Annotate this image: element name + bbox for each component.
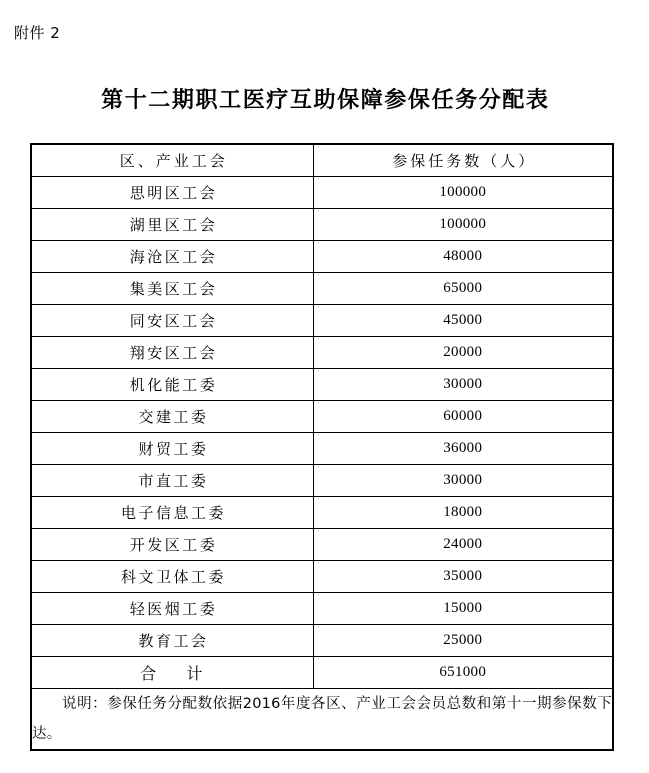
cell-quota-value: 36000 (313, 433, 613, 465)
cell-union-name: 思明区工会 (31, 177, 313, 209)
table-row (31, 561, 613, 593)
cell-union-name: 翔安区工会 (31, 337, 313, 369)
cell-quota-value: 60000 (313, 401, 613, 433)
cell-quota-value: 30000 (313, 369, 613, 401)
page-title: 第十二期职工医疗互助保障参保任务分配表 (101, 88, 550, 113)
cell-union-name: 集美区工会 (31, 273, 313, 305)
table-row (31, 177, 613, 209)
table-body (31, 144, 613, 750)
table-row (31, 465, 613, 497)
cell-union-name: 财贸工委 (31, 433, 313, 465)
cell-quota-value: 30000 (313, 465, 613, 497)
cell-union-name: 科文卫体工委 (31, 561, 313, 593)
table-row (31, 369, 613, 401)
cell-union-name: 教育工会 (31, 625, 313, 657)
table-header-row (31, 144, 613, 177)
table-row (31, 593, 613, 625)
cell-quota-value: 45000 (313, 305, 613, 337)
column-header-quota: 参保任务数（人） (313, 144, 613, 177)
table-row (31, 273, 613, 305)
table-note-text: 说明：参保任务分配数依据2016年度各区、产业工会会员总数和第十一期参保数下达。 (32, 696, 612, 742)
table-row (31, 209, 613, 241)
cell-total-value: 651000 (313, 657, 613, 689)
cell-union-name: 轻医烟工委 (31, 593, 313, 625)
cell-quota-value: 100000 (313, 209, 613, 241)
table-row (31, 305, 613, 337)
table-note-row (31, 689, 613, 751)
cell-union-name: 海沧区工会 (31, 241, 313, 273)
cell-quota-value: 20000 (313, 337, 613, 369)
cell-quota-value: 100000 (313, 177, 613, 209)
table-row (31, 497, 613, 529)
table-row (31, 337, 613, 369)
cell-union-name: 市直工委 (31, 465, 313, 497)
allocation-table (30, 143, 614, 751)
cell-quota-value: 15000 (313, 593, 613, 625)
cell-quota-value: 25000 (313, 625, 613, 657)
cell-union-name: 机化能工委 (31, 369, 313, 401)
cell-union-name: 同安区工会 (31, 305, 313, 337)
cell-union-name: 电子信息工委 (31, 497, 313, 529)
cell-quota-value: 35000 (313, 561, 613, 593)
cell-quota-value: 65000 (313, 273, 613, 305)
attachment-label: 附件 2 (14, 24, 61, 42)
table-row (31, 529, 613, 561)
table-row (31, 433, 613, 465)
table-row (31, 625, 613, 657)
table-row (31, 401, 613, 433)
cell-quota-value: 48000 (313, 241, 613, 273)
table-note-cell (31, 689, 613, 751)
cell-union-name: 开发区工委 (31, 529, 313, 561)
table-row (31, 241, 613, 273)
cell-total-label: 合 计 (31, 657, 313, 689)
table-total-row (31, 657, 613, 689)
column-header-union: 区、产业工会 (31, 144, 313, 177)
cell-union-name: 湖里区工会 (31, 209, 313, 241)
cell-union-name: 交建工委 (31, 401, 313, 433)
cell-quota-value: 18000 (313, 497, 613, 529)
cell-quota-value: 24000 (313, 529, 613, 561)
allocation-table-container (30, 143, 612, 751)
